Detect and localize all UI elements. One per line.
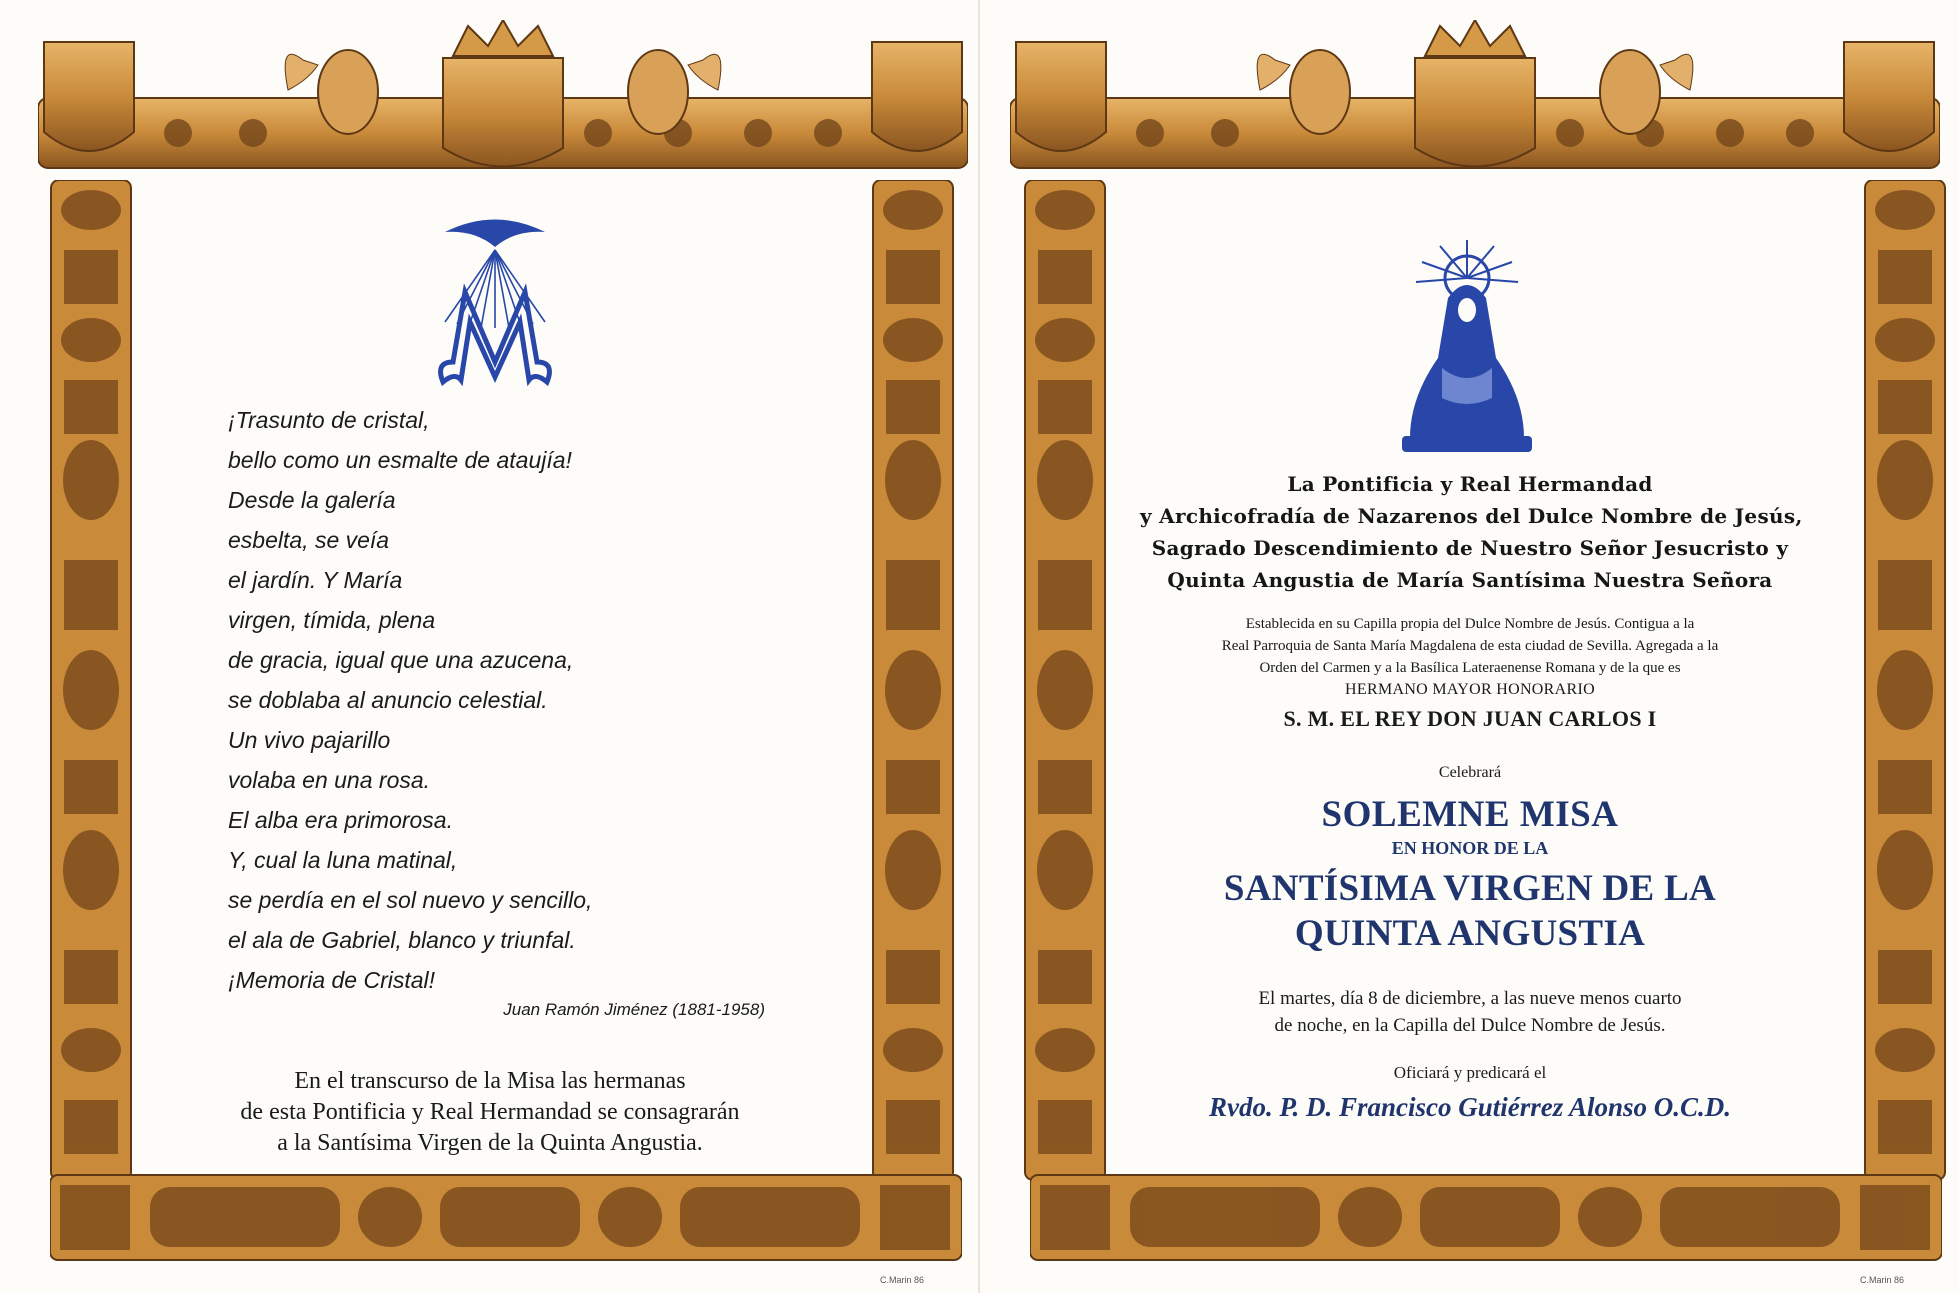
ornamental-frame-top [38, 20, 968, 185]
poem-line: esbelta, se veía [228, 527, 390, 553]
officiant-intro: Oficiará y predicará el [1393, 1063, 1547, 1082]
poem-line: virgen, tímida, plena [228, 607, 436, 633]
in-honor-label: EN HONOR DE LA [1391, 838, 1549, 858]
ornamental-frame-left [46, 180, 136, 1180]
ornamental-frame-left [1020, 180, 1110, 1180]
poem-line: Y, cual la luna matinal, [228, 847, 458, 873]
poem-line: bello como un esmalte de ataujía! [228, 447, 572, 473]
ornamental-frame-right [868, 180, 958, 1180]
establishment-text [1140, 613, 1800, 701]
poem-line: el ala de Gabriel, blanco y triunfal. [228, 927, 576, 953]
brotherhood-line: Sagrado Descendimiento de Nuestro Señor Jesucristo y [1151, 536, 1789, 560]
poem-line: se perdía en el sol nuevo y sencillo, [228, 887, 593, 913]
brotherhood-line: y Archicofradía de Nazarenos del Dulce Nombre de Jesús, [1140, 504, 1803, 528]
virgin-title-line: SANTÍSIMA VIRGEN DE LA [1223, 868, 1717, 909]
artist-signature: C.Marin 86 [880, 1275, 925, 1285]
ornamental-frame-right [1860, 180, 1950, 1180]
poem-line: Desde la galería [228, 487, 396, 513]
artist-signature: C.Marin 86 [1860, 1275, 1905, 1285]
officiant-name: Rvdo. P. D. Francisco Gutiérrez Alonso O.C.D. [1208, 1092, 1732, 1122]
virgin-title [1120, 866, 1820, 956]
poem-line: de gracia, igual que una azucena, [228, 647, 574, 673]
virgin-quinta-angustia-image [1392, 238, 1542, 460]
poem-line: El alba era primorosa. [228, 807, 453, 833]
ornamental-frame-bottom [50, 1165, 962, 1270]
poem [228, 400, 788, 1000]
virgin-title-line: QUINTA ANGUSTIA [1294, 913, 1646, 954]
event-date [1140, 985, 1800, 1039]
note-line: a la Santísima Virgen de la Quinta Angustia. [277, 1130, 703, 1156]
brotherhood-name [1140, 468, 1803, 596]
establishment-line: Orden del Carmen y a la Basílica Lateraenense Romana y de la que es [1259, 660, 1681, 676]
celebrara-label: Celebrará [1438, 764, 1502, 781]
date-line: de noche, en la Capilla del Dulce Nombre de Jesús. [1274, 1015, 1666, 1036]
date-line: El martes, día 8 de diciembre, a las nueve menos cuarto [1258, 988, 1682, 1009]
ornamental-frame-bottom [1030, 1165, 1942, 1270]
poem-line: Un vivo pajarillo [228, 727, 391, 753]
note-line: de esta Pontificia y Real Hermandad se consagrarán [240, 1099, 740, 1125]
consecration-note [180, 1066, 800, 1159]
brotherhood-line: Quinta Angustia de María Santísima Nuestra Señora [1167, 568, 1773, 592]
poem-line: el jardín. Y María [228, 567, 403, 593]
poem-line: se doblaba al anuncio celestial. [228, 687, 548, 713]
poem-line: ¡Trasunto de cristal, [228, 407, 430, 433]
poem-line: volaba en una rosa. [228, 767, 431, 793]
brotherhood-line: La Pontificia y Real Hermandad [1287, 472, 1653, 496]
establishment-line: Establecida en su Capilla propia del Dulce Nombre de Jesús. Contigua a la [1245, 616, 1695, 632]
ornamental-frame-top [1010, 20, 1940, 185]
note-line: En el transcurso de la Misa las hermanas [294, 1068, 686, 1094]
poem-author: Juan Ramón Jiménez (1881-1958) [503, 1000, 765, 1019]
right-page [980, 0, 1959, 1293]
ave-maria-emblem [425, 212, 565, 392]
left-page [0, 0, 979, 1293]
poem-line: ¡Memoria de Cristal! [228, 967, 436, 993]
mass-title: SOLEMNE MISA [1321, 794, 1619, 835]
honorary-brother-king: S. M. EL REY DON JUAN CARLOS I [1283, 706, 1657, 731]
honorary-title: HERMANO MAYOR HONORARIO [1345, 681, 1595, 698]
establishment-line: Real Parroquia de Santa María Magdalena de esta ciudad de Sevilla. Agregada a la [1221, 638, 1719, 654]
